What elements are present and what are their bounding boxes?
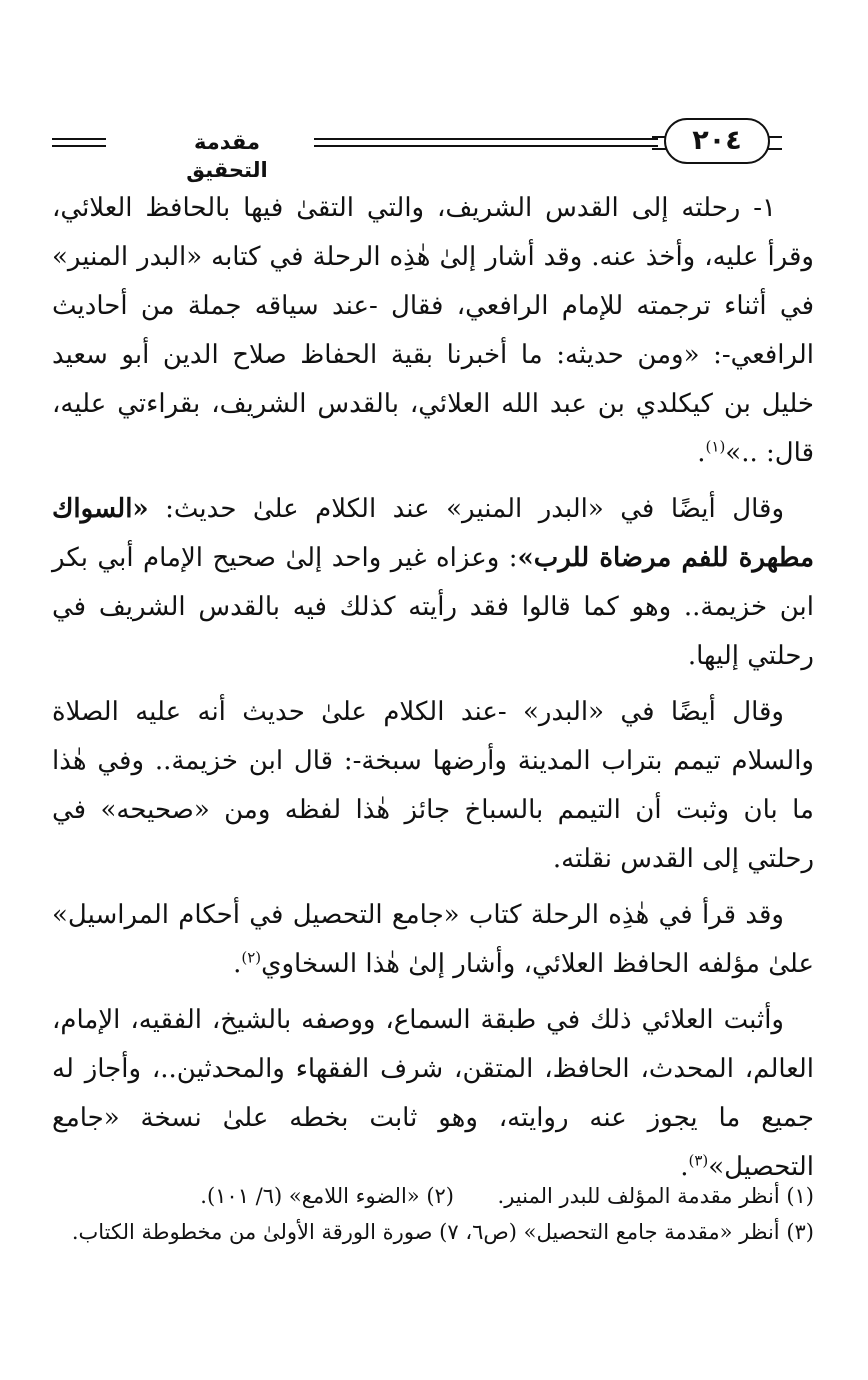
paragraph-4-text: وقد قرأ في هٰذِه الرحلة كتاب «جامع التحصيل في أحكام المراسيل» علىٰ مؤلفه الحافظ العلائي، وأشار إلىٰ هٰذا السخاوي	[52, 900, 814, 979]
header-rule-left-top	[52, 138, 106, 140]
paragraph-2-intro: وقال أيضًا في «البدر المنير» عند الكلام علىٰ حديث:	[148, 494, 784, 524]
footnote-ref-2: (٢)	[241, 948, 262, 967]
footnotes	[52, 1178, 814, 1250]
paragraph-2	[52, 485, 814, 681]
paragraph-2-text: : وعزاه غير واحد إلىٰ صحيح الإمام أبي بكر ابن خزيمة.. وهو كما قالوا فقد رأيته كذلك فيه بالقدس الشريف في رحلتي إليها.	[52, 543, 814, 671]
paragraph-1	[52, 184, 814, 478]
paragraph-3	[52, 688, 814, 884]
paragraph-4-tail: .	[233, 949, 242, 979]
header-rule-middle-top	[314, 138, 658, 140]
paragraph-1-tail: .	[697, 438, 706, 468]
footnote-ref-1: (١)	[705, 437, 726, 456]
page-number: ٢٠٤	[664, 118, 770, 164]
paragraph-5-tail: .	[680, 1152, 689, 1182]
paragraph-5-text: وأثبت العلائي ذلك في طبقة السماع، ووصفه بالشيخ، الفقيه، الإمام، العالم، المحدث، الحافظ، المتقن، شرف الفقهاء والمحدثين..، وأجاز له جميع ما يجوز عنه روايته، وهو ثابت بخطه علىٰ نسخة «جامع التحصيل»	[52, 1005, 814, 1182]
main-text	[52, 184, 814, 1199]
footnote-3: (٣) أنظر «مقدمة جامع التحصيل» (ص٦، ٧) صورة الورقة الأولىٰ من مخطوطة الكتاب.	[71, 1220, 814, 1244]
header-rule-left-bottom	[52, 145, 106, 147]
header-rule-middle-bottom	[314, 145, 658, 147]
paragraph-4	[52, 891, 814, 989]
hadith-quote: «السواك مطهرة للفم مرضاة للرب»	[52, 494, 814, 573]
paragraph-3-text: وقال أيضًا في «البدر» -عند الكلام علىٰ حديث أنه عليه الصلاة والسلام تيمم بتراب المدينة وأرضها سبخة-: قال ابن خزيمة.. وفي هٰذا ما بان وثبت أن التيمم بالسباخ جائز هٰذا لفظه ومن «صحيحه» في رحلتي إلى القدس نقلته.	[52, 697, 814, 874]
paragraph-5	[52, 996, 814, 1192]
footnote-2: (٢) «الضوء اللامع» (٦/ ١٠١).	[200, 1184, 454, 1208]
footnote-ref-3: (٣)	[688, 1151, 709, 1170]
footnote-1: (١) أنظر مقدمة المؤلف للبدر المنير.	[497, 1184, 814, 1208]
footnote-row-1	[52, 1178, 814, 1214]
running-title: مقدمة التحقيق	[186, 130, 268, 182]
paragraph-1-text: ١- رحلته إلى القدس الشريف، والتي التقىٰ فيها بالحافظ العلائي، وقرأ عليه، وأخذ عنه. وقد أشار إلىٰ هٰذِه الرحلة في كتابه «البدر المنير» في أثناء ترجمته للإمام الرافعي، فقال -عند سياقه جملة من أحاديث الرافعي-: «ومن حديثه: ما أخبرنا بقية الحفاظ صلاح الدين أبو سعيد خليل بن كيكلدي بن عبد الله العلائي، بالقدس الشريف، بقراءتي عليه، قال: ..»	[52, 193, 814, 468]
page-header	[52, 118, 814, 182]
